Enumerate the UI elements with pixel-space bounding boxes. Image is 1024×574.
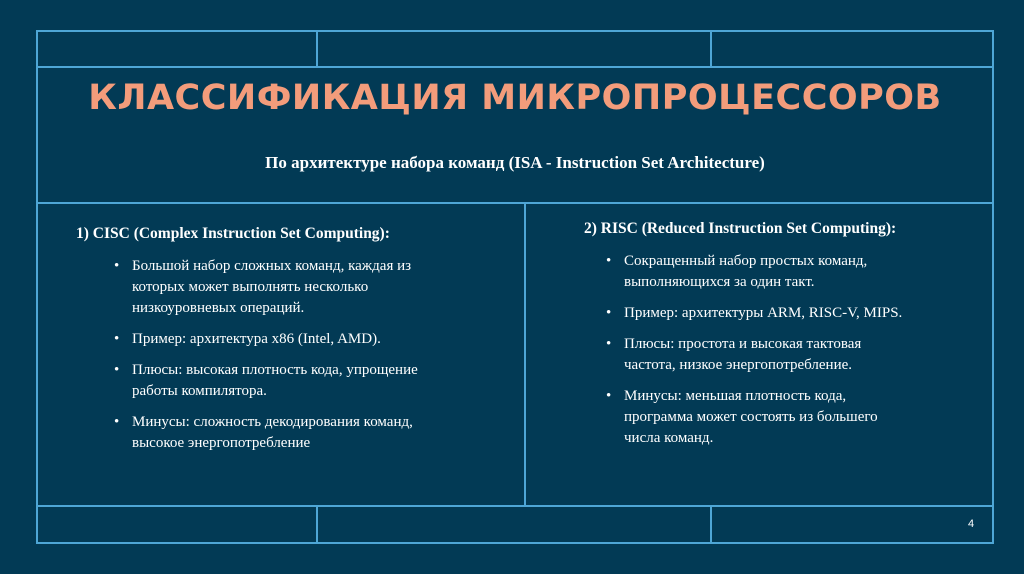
frame-line (710, 30, 712, 67)
bullet-icon: • (606, 253, 612, 269)
page-number: 4 (968, 518, 975, 530)
cisc-column (76, 223, 476, 464)
frame-line (316, 505, 318, 543)
slide-title: КЛАССИФИКАЦИЯ МИКРОПРОЦЕССОРОВ (88, 78, 942, 118)
list-item: • Плюсы: простота и высокая тактовая частота, низкое энергопотребление. (606, 336, 862, 373)
list-item: • Минусы: меньшая плотность кода, программа может состоять из большего числа команд. (606, 388, 878, 446)
risc-heading: 2) RISC (Reduced Instruction Set Computing): (584, 220, 897, 237)
frame-line (36, 202, 994, 204)
bullet-icon: • (606, 388, 612, 404)
slide-subtitle: По архитектуре набора команд (ISA - Instruction Set Architecture) (265, 153, 765, 172)
list-item: • Плюсы: высокая плотность кода, упрощение работы компилятора. (114, 362, 418, 399)
frame-line (36, 542, 994, 544)
bullet-icon: • (114, 258, 120, 274)
list-item: • Минусы: сложность декодирования команд, высокое энергопотребление (114, 414, 413, 451)
frame-line (36, 66, 994, 68)
list-item: • Пример: архитектура x86 (Intel, AMD). (114, 329, 454, 350)
bullet-icon: • (114, 331, 120, 347)
cisc-heading: 1) CISC (Complex Instruction Set Computing): (76, 225, 390, 242)
frame-line (710, 505, 712, 543)
bullet-icon: • (606, 336, 612, 352)
frame-line (36, 30, 994, 32)
bullet-icon: • (114, 414, 120, 430)
column-divider (524, 202, 526, 506)
bullet-icon: • (606, 305, 612, 321)
frame-line (36, 505, 994, 507)
bullet-icon: • (114, 362, 120, 378)
list-item: • Сокращенный набор простых команд, выполняющихся за один такт. (606, 253, 868, 290)
risc-column (584, 218, 984, 459)
frame-line (316, 30, 318, 67)
list-item: • Большой набор сложных команд, каждая из которых может выполнять несколько низкоуровневых операций. (114, 258, 412, 316)
list-item: • Пример: архитектуры ARM, RISC-V, MIPS. (606, 303, 916, 324)
